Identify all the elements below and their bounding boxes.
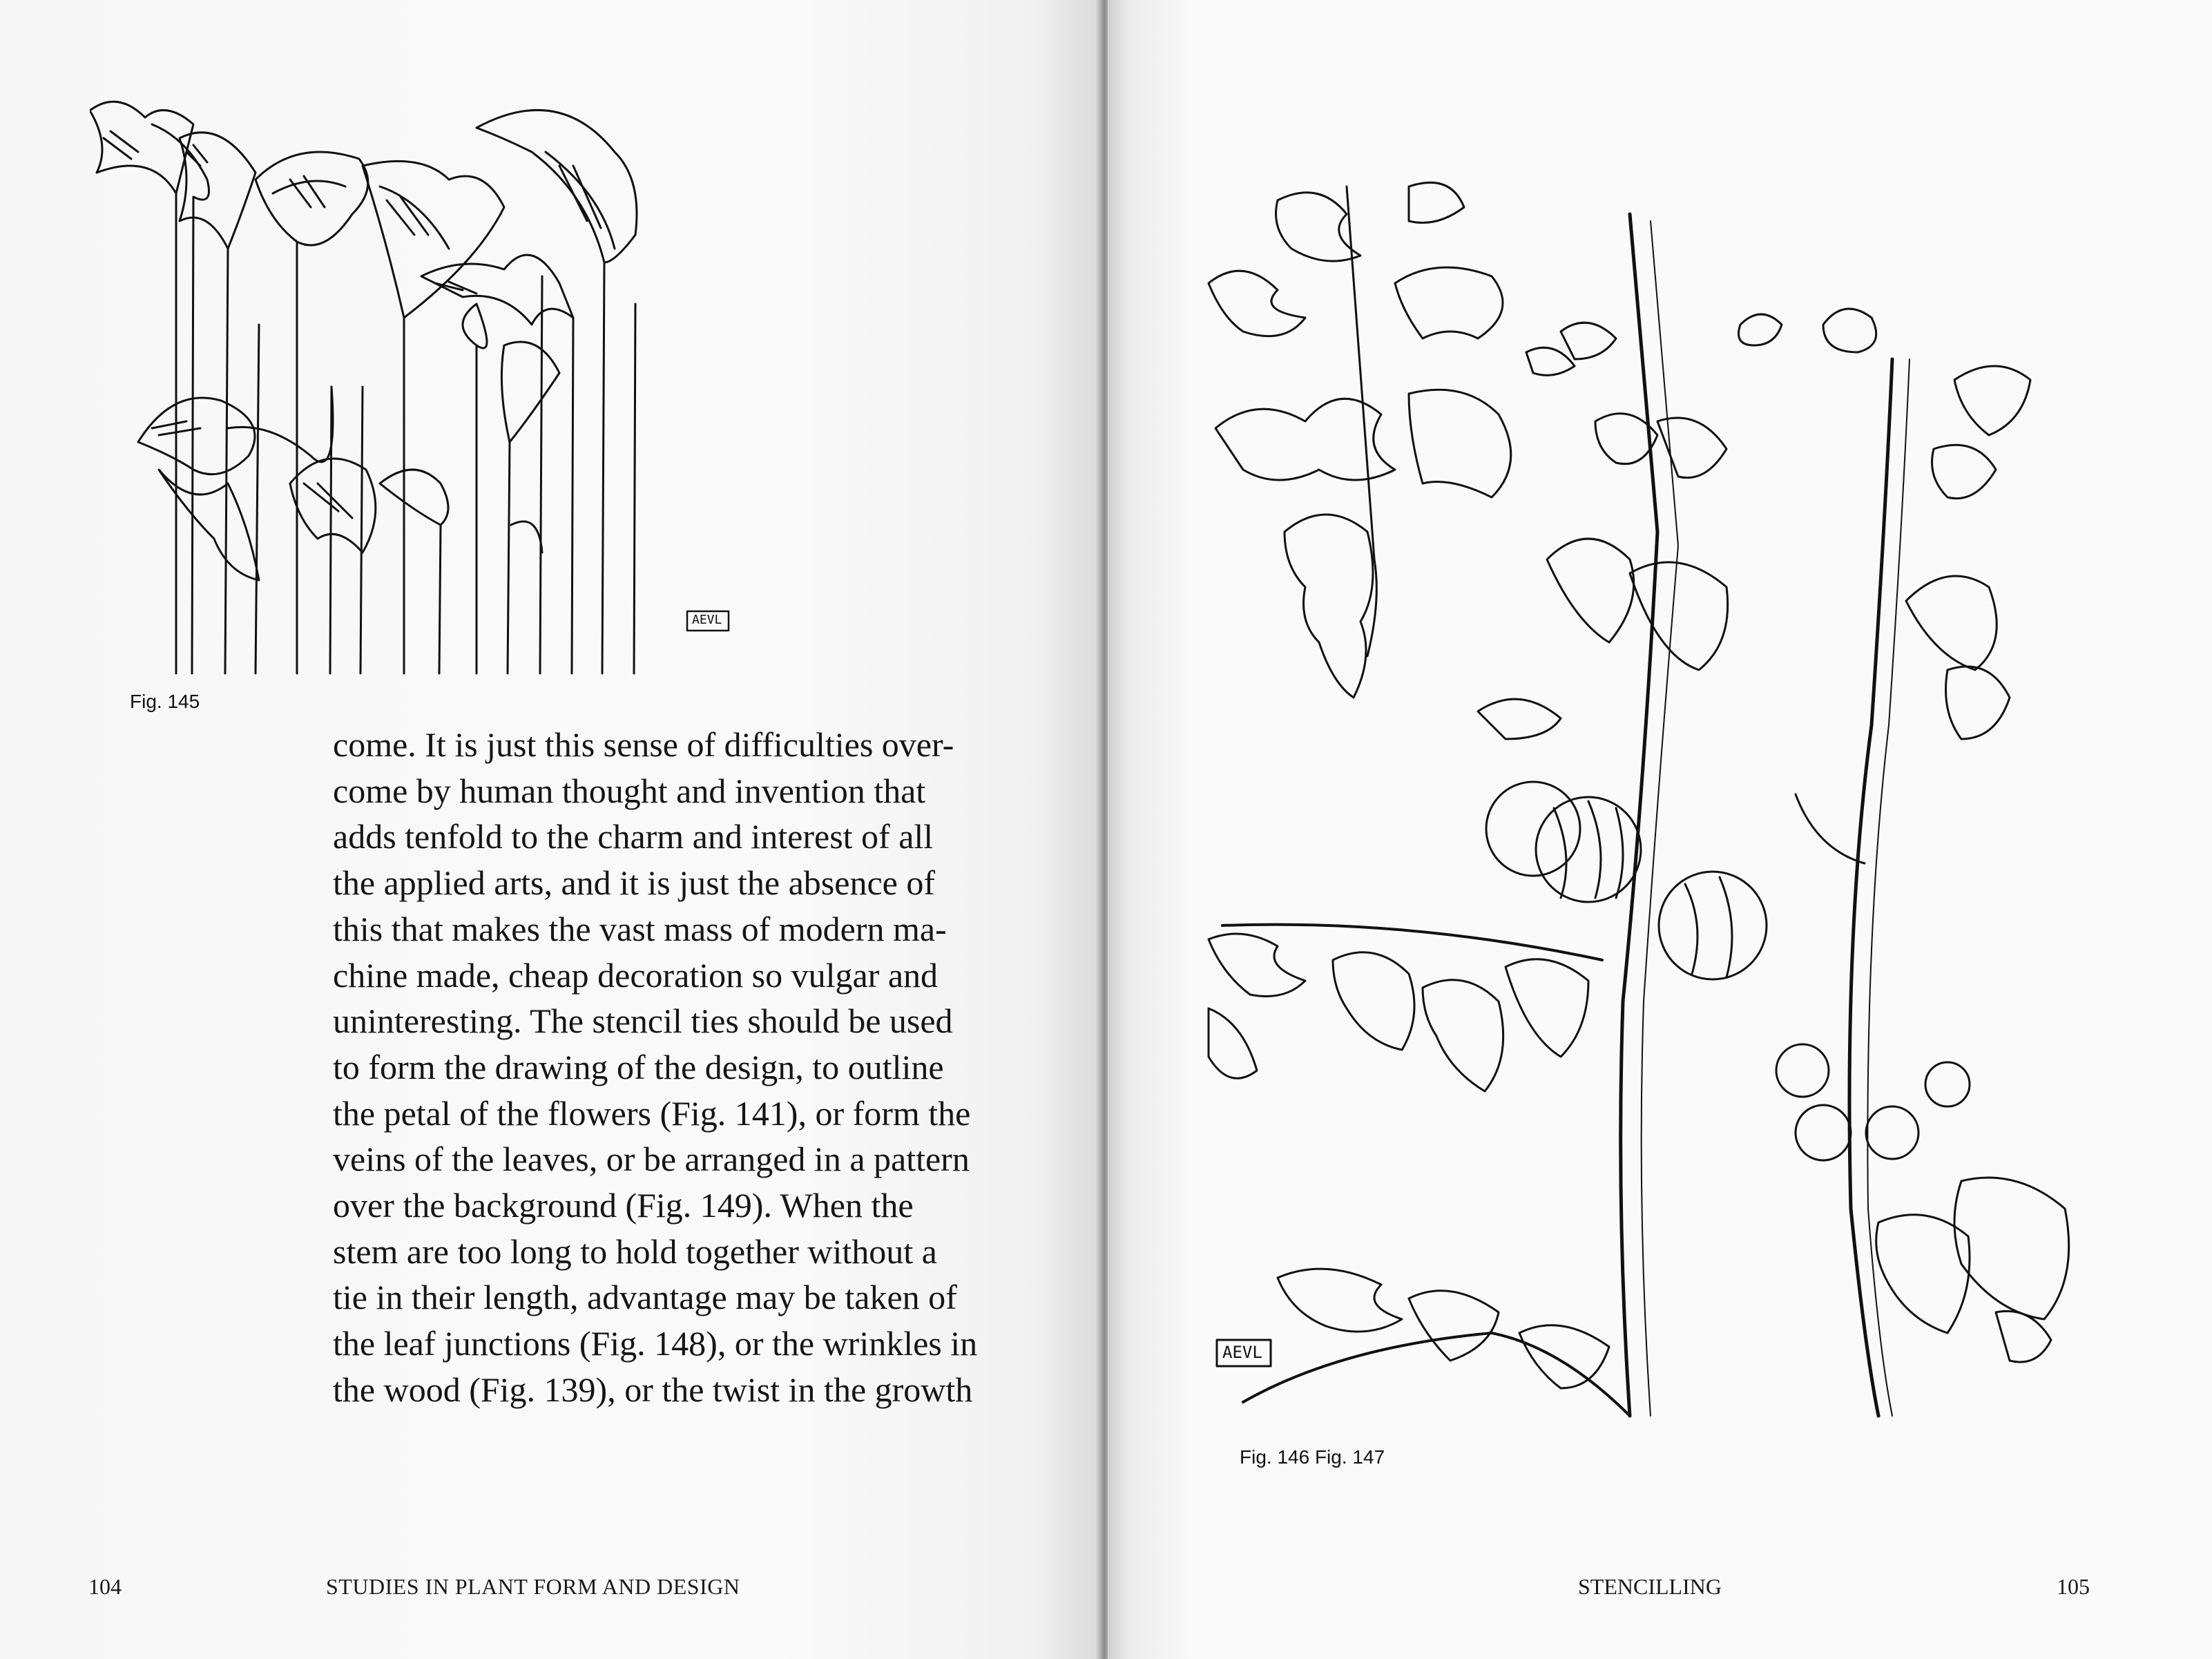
right-page-number: 105 [2057, 1574, 2090, 1599]
body-line: over the background (Fig. 149). When the [333, 1186, 914, 1225]
body-line: the applied arts, and it is just the absence of [333, 863, 935, 903]
figure-145-monogram: AEVL [692, 613, 722, 627]
left-page [0, 0, 1102, 1659]
body-line: stem are too long to hold together without a [333, 1231, 937, 1271]
figure-146-147-tomato-nightshade-illustration [1202, 173, 2093, 1430]
body-line: to form the drawing of the design, to outline [333, 1047, 944, 1086]
body-line: the wood (Fig. 139), or the twist in the growth [333, 1370, 973, 1409]
figure-145-arum-lilies-illustration [90, 97, 753, 677]
right-running-head: STENCILLING [1578, 1574, 1722, 1599]
body-line: come by human thought and invention that [333, 771, 926, 810]
right-page [1108, 0, 2212, 1659]
body-line: this that makes the vast mass of modern ma- [333, 909, 947, 948]
body-line: the petal of the flowers (Fig. 141), or form the [333, 1093, 971, 1133]
body-line: adds tenfold to the charm and interest of all [333, 817, 934, 856]
figure-146-147-monogram: AEVL [1222, 1343, 1262, 1362]
left-page-number: 104 [88, 1574, 122, 1599]
left-running-head: STUDIES IN PLANT FORM AND DESIGN [326, 1574, 740, 1599]
body-line: veins of the leaves, or be arranged in a pattern [333, 1140, 970, 1179]
figure-145-caption: Fig. 145 [130, 691, 200, 712]
body-line: uninteresting. The stencil ties should be used [333, 1001, 953, 1041]
body-line: the leaf junctions (Fig. 148), or the wrinkles in [333, 1324, 978, 1363]
body-line: chine made, cheap decoration so vulgar and [333, 955, 939, 995]
body-paragraph [333, 722, 1051, 1413]
body-line: tie in their length, advantage may be taken of [333, 1278, 957, 1317]
body-line: come. It is just this sense of difficulties over- [333, 725, 954, 764]
figure-146-147-caption: Fig. 146 Fig. 147 [1240, 1446, 1385, 1468]
